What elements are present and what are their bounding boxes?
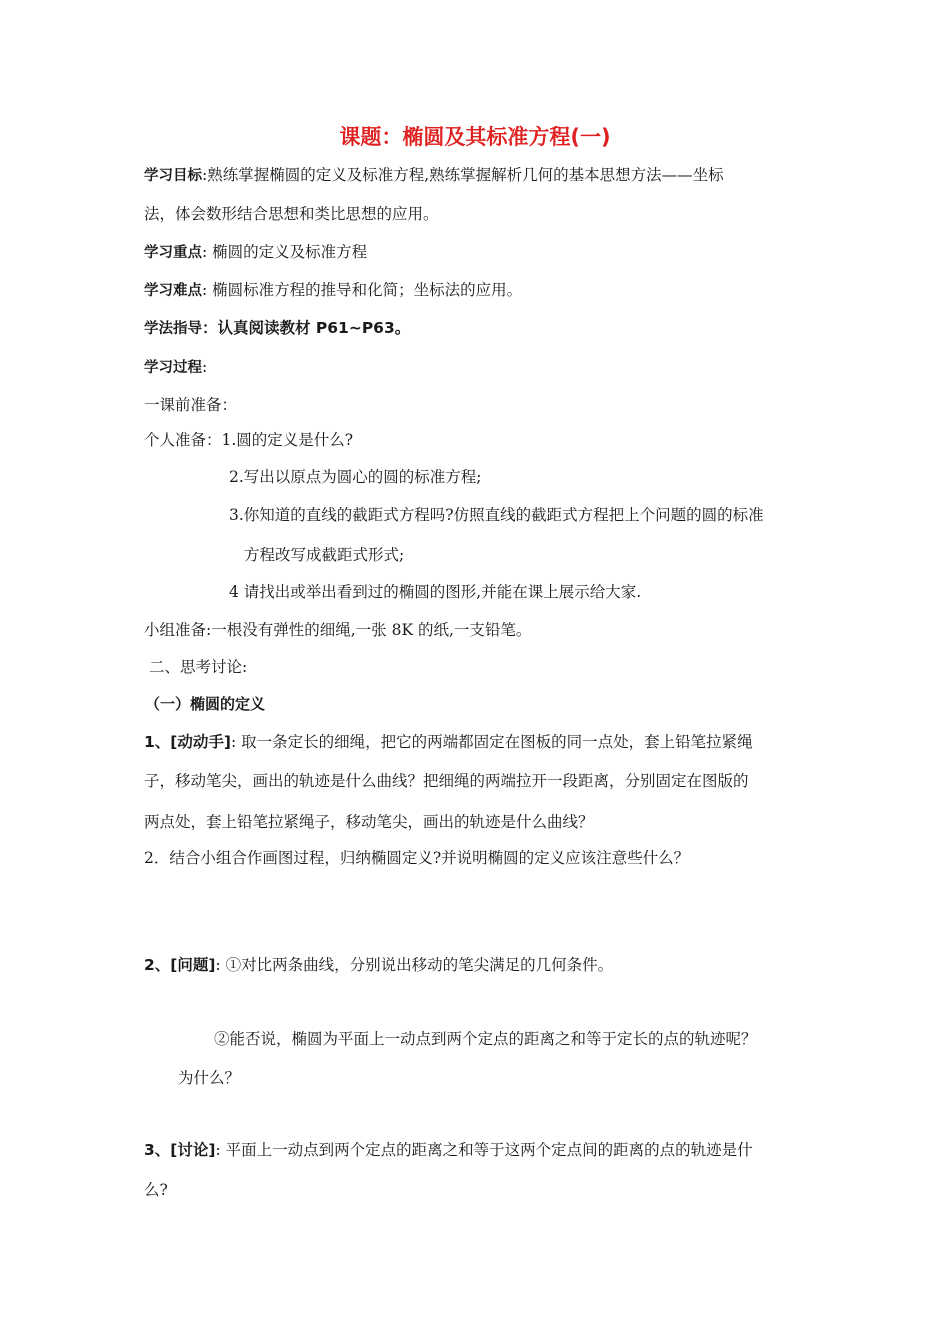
- objectives-text-2: 法，体会数形结合思想和类比思想的应用。: [144, 205, 439, 223]
- guidance: [144, 318, 410, 339]
- guidance-label: 学法指导: [144, 321, 202, 337]
- discuss-heading: 二、思考讨论:: [149, 658, 248, 676]
- individual-item1: 个人准备：1.圆的定义是什么?: [144, 431, 354, 449]
- key-point-text: : 椭圆的定义及标准方程: [202, 243, 368, 261]
- q3-text-2: 么?: [144, 1181, 168, 1199]
- individual-item3-line1: 3.你知道的直线的截距式方程吗?仿照直线的截距式方程把上个问题的圆的标准: [229, 506, 764, 524]
- q1-text-1: : 取一条定长的细绳，把它的两端都固定在图板的同一点处，套上铅笔拉紧绳: [230, 733, 753, 751]
- q2-label: 2、[问题]: [144, 956, 216, 974]
- q2-text-1: : ①对比两条曲线，分别说出移动的笔尖满足的几何条件。: [215, 956, 614, 974]
- q3-line1: [144, 1140, 753, 1160]
- individual-item3-line2: 方程改写成截距式形式;: [244, 546, 405, 564]
- q1-text-3: 两点处，套上铅笔拉紧绳子，移动笔尖，画出的轨迹是什么曲线？: [144, 813, 594, 831]
- page-title: 课题：椭圆及其标准方程(一): [339, 125, 611, 149]
- group-prep: 小组准备:一根没有弹性的细绳,一张 8K 的纸,一支铅笔。: [144, 621, 532, 639]
- difficulty-text: : 椭圆标准方程的推导和化简；坐标法的应用。: [202, 281, 523, 299]
- difficulty-label: 学习难点: [144, 283, 202, 299]
- process: [144, 357, 207, 378]
- objectives-line1: [144, 165, 724, 186]
- q2-line1: [144, 955, 613, 975]
- objectives-text-1: :熟练掌握椭圆的定义及标准方程,熟练掌握解析几何的基本思想方法——坐标: [202, 166, 724, 184]
- key-point: [144, 242, 367, 263]
- q1-text-2: 子，移动笔尖，画出的轨迹是什么曲线？把细绳的两端拉开一段距离，分别固定在图版的: [144, 772, 749, 790]
- section1-heading: （一）椭圆的定义: [145, 695, 266, 713]
- objectives-label: 学习目标: [144, 168, 202, 184]
- guidance-text: ：认真阅读教材 P61~P63。: [202, 319, 411, 337]
- q1-line1: [144, 732, 753, 752]
- individual-item2: 2.写出以原点为圆心的圆的标准方程;: [229, 468, 482, 486]
- key-point-label: 学习重点: [144, 245, 202, 261]
- prep-heading: 一课前准备：: [144, 396, 238, 414]
- difficulty: [144, 280, 522, 301]
- process-text: :: [202, 358, 208, 376]
- q2-text-3: 为什么？: [178, 1069, 241, 1087]
- q2-text-2: ②能否说，椭圆为平面上一动点到两个定点的距离之和等于定长的点的轨迹呢？: [214, 1030, 757, 1048]
- q3-text-1: : 平面上一动点到两个定点的距离之和等于这两个定点间的距离的点的轨迹是什: [215, 1141, 753, 1159]
- individual-item4: 4 请找出或举出看到过的椭圆的图形,并能在课上展示给大家.: [229, 583, 642, 601]
- q3-label: 3、[讨论]: [144, 1141, 216, 1159]
- process-label: 学习过程: [144, 360, 202, 376]
- q1-text-4: 2．结合小组合作画图过程，归纳椭圆定义?并说明椭圆的定义应该注意些什么？: [144, 849, 690, 867]
- q1-label: 1、[动动手]: [144, 733, 231, 751]
